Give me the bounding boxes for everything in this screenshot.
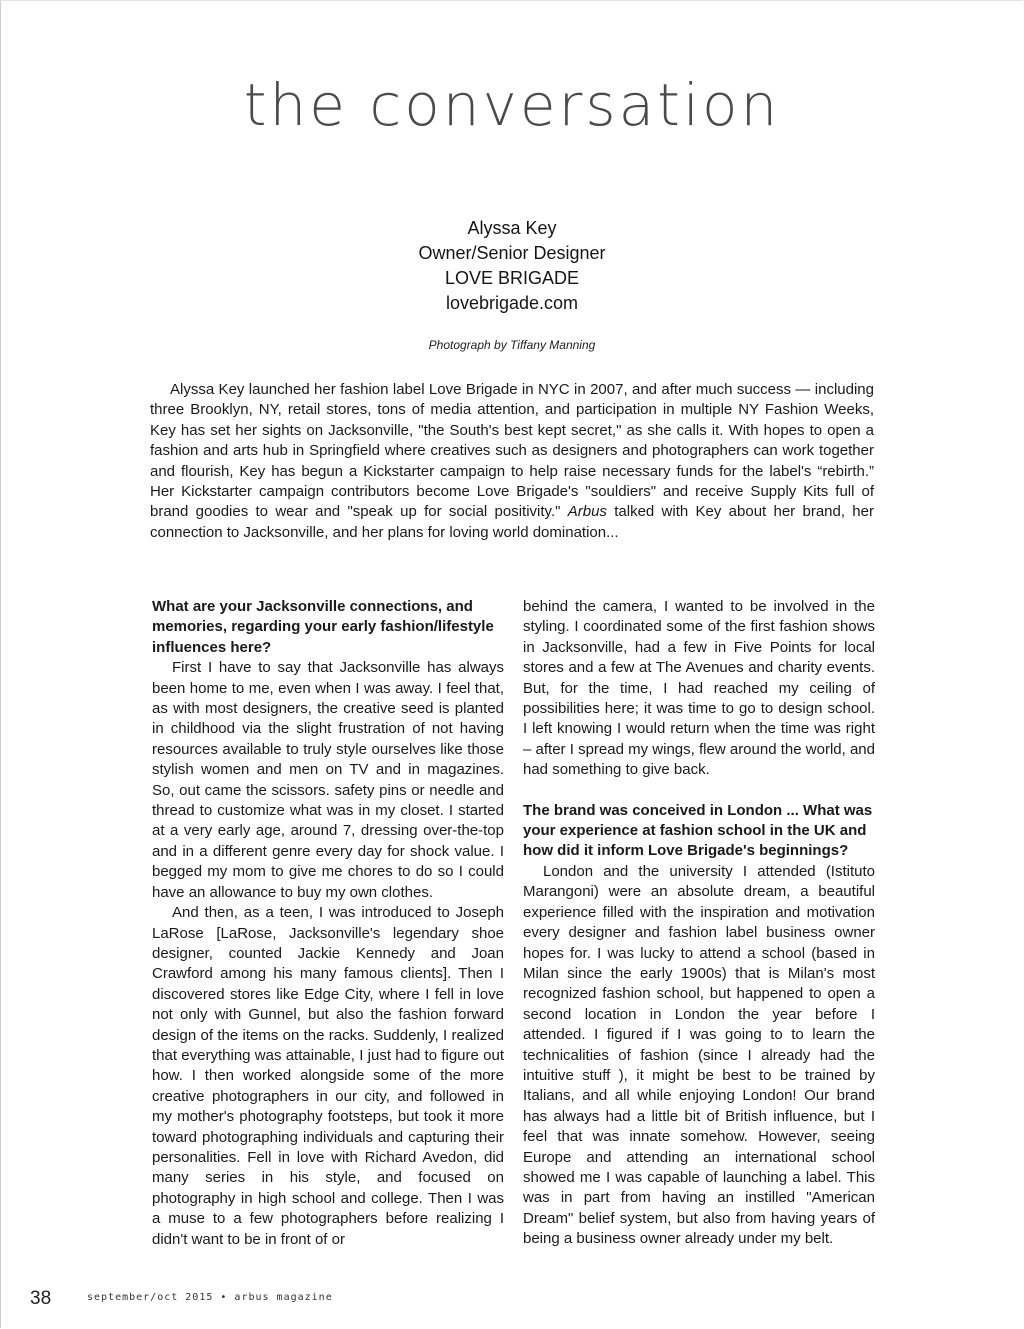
answer-1-paragraph-1: First I have to say that Jacksonville has always been home to me, even when I was away. I feel that, as with most designers, the creative seed is planted in childhood via the slight frustration of not having resources available to truly style ourselves like those stylish women and men on TV and in magazines. So, out came the scissors. safety pins or needle and thread to customize what was in my closet. I started at a very early age, around 7, dressing over-the-top and in a different genre every day for shock value. I begged my mom to give me chores to do so I could have an allowance to buy my own clothes. (152, 659, 504, 901)
answer-1-continued: behind the camera, I wanted to be involved in the styling. I coordinated some of the first fashion shows in Jacksonville, had a few in Five Points for local stores and a few at The Avenues and charity events. But, for the time, I had reached my ceiling of possibilities here; it was time to go to design school. I left knowing I would return when the time was right – after I spread my wings, flew around the world, and had something to give back. (523, 598, 875, 779)
question-2: The brand was conceived in London ... What was your experience at fashion school in the UK and how did it inform Love Brigade's beginnings? (523, 801, 873, 860)
question-1: What are your Jacksonville connections, and memories, regarding your early fashion/lifestyle influences here? (152, 598, 494, 656)
byline-company: LOVE BRIGADE (444, 268, 580, 288)
answer-2: London and the university I attended (Istituto Marangoni) were an absolute dream, a beautiful experience filled with the inspiration and motivation every designer and fashion label business owner hopes for. I was lucky to attend a school (based in Milan since the early 1900s) that is Milan's most recognized fashion school, but happened to open a second location in London the year before I attended. I figured if I was going to to learn the technicalities of fashion (since I already had the intuitive stuff ), it might be best to be trained by Italians, and all while enjoying London! Our brand has always had a little bit of British influence, but I feel that was innate somehow. However, seeing Europe and attending an international school showed me I was capable of launching a label. This was in part from having an instilled "American Dream" belief system, but also from having years of being a business owner already under my belt. (523, 862, 875, 1248)
byline-name: Alyssa Key (467, 218, 557, 238)
byline-role: Owner/Senior Designer (418, 243, 606, 263)
page-number: 38 (30, 1288, 52, 1309)
intro-paragraph (150, 380, 874, 543)
intro-publication-name: Arbus (567, 503, 607, 521)
intro-text-part1: Alyssa Key launched her fashion label Love Brigade in NYC in 2007, and after much success — including three Brooklyn, NY, retail stores, tons of media attention, and participation in multiple NY Fashion Weeks, Key has set her sights on Jacksonville, "the South's best kept secret," as she calls it. With hopes to open a fashion and arts hub in Springfield where creatives such as designers and photographers can work together and flourish, Key has begun a Kickstarter campaign to help raise necessary funds for the label's “rebirth.” Her Kickstarter campaign contributors become Love Brigade's "souldiers" and receive Supply Kits full of brand goodies to wear and "speak up for social positivity." (150, 381, 874, 521)
article-column-left (152, 597, 504, 1250)
page-title: the conversation (243, 71, 781, 139)
article-column-right (523, 597, 875, 1250)
byline-website: lovebrigade.com (445, 293, 579, 313)
byline (0, 216, 1024, 316)
answer-1-paragraph-2: And then, as a teen, I was introduced to Joseph LaRose [LaRose, Jacksonville's legendary shoe designer, counted Jackie Kennedy and Joan Crawford among his many famous clients]. Then I discovered stores like Edge City, where I fell in love not only with Gunnel, but also the fashion forward design of the items on the racks. Suddenly, I realized that everything was attainable, I just had to figure out how. I then worked alongside some of the more creative photographers in our city, and followed in my mother's photography footsteps, but took it more toward photographing individuals and capturing their personalities. Fell in love with Richard Avedon, did many series in his style, and focused on photography in high school and college. Then I was a muse to a few photographers before realizing I didn't want to be in front of or (152, 904, 504, 1248)
photo-credit: Photograph by Tiffany Manning (428, 338, 596, 352)
intro-text-part2: talked with Key about her brand, her connection to Jacksonville, and her plans for loving world domination... (150, 503, 874, 541)
issue-footer: september/oct 2015 • arbus magazine (87, 1292, 333, 1303)
